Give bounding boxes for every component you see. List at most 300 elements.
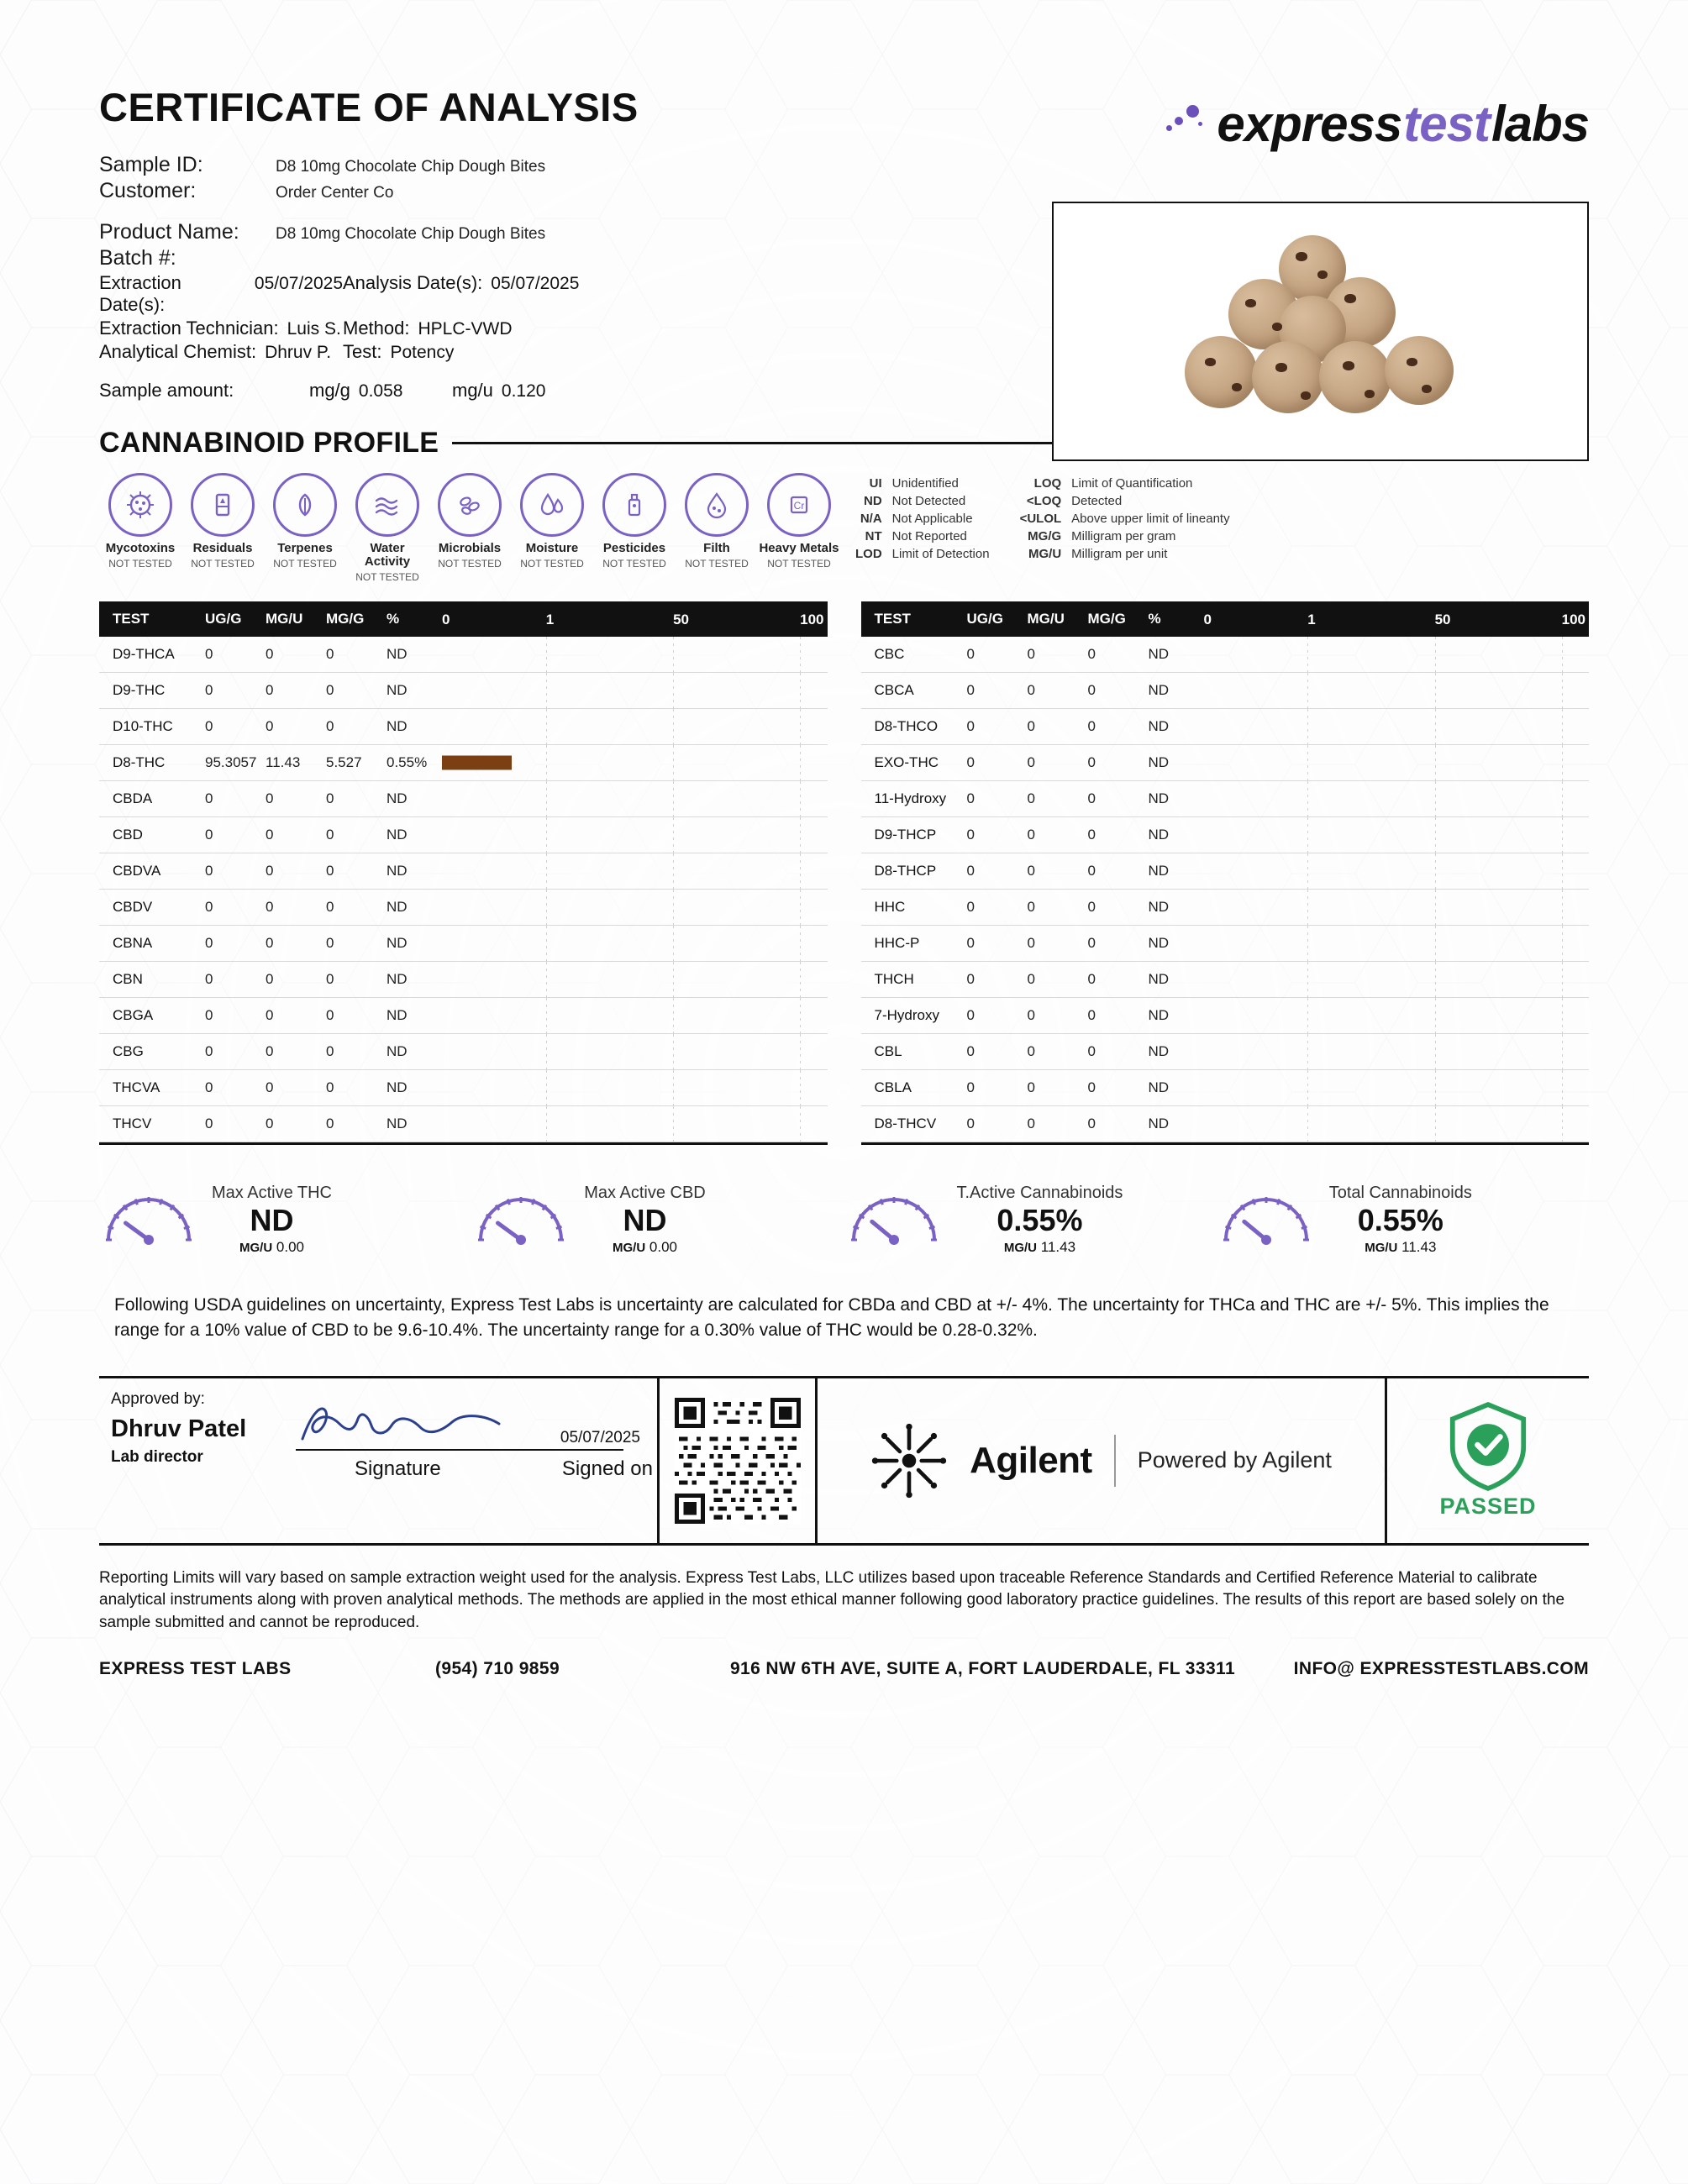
customer-row bbox=[99, 179, 1589, 203]
gauge-title: Total Cannabinoids bbox=[1328, 1183, 1472, 1202]
value-bar bbox=[442, 755, 512, 769]
cell-mgu: 0 bbox=[266, 681, 274, 698]
legend-value: Limit of Quantification bbox=[1071, 476, 1193, 491]
page-title: CERTIFICATE OF ANALYSIS bbox=[99, 85, 639, 129]
signed-on-label: Signed on bbox=[561, 1457, 653, 1480]
table-row bbox=[99, 962, 828, 998]
cell-mgu: 0 bbox=[266, 862, 274, 879]
cell-mgu: 0 bbox=[1027, 934, 1035, 951]
grid-ticks bbox=[1204, 1034, 1590, 1069]
filth-icon bbox=[685, 473, 749, 537]
axis-tick: 0 bbox=[442, 611, 450, 627]
cell-mgg: 0 bbox=[1087, 1115, 1096, 1131]
cell-mgg: 0 bbox=[1087, 970, 1096, 987]
grid-ticks bbox=[442, 962, 828, 997]
cell-test: CBLA bbox=[874, 1079, 912, 1095]
qr-code bbox=[660, 1378, 815, 1543]
grid-ticks bbox=[1204, 853, 1590, 889]
cell-test: CBDV bbox=[113, 898, 153, 915]
cell-pct: ND bbox=[1148, 1006, 1170, 1023]
cell-ugg: 0 bbox=[966, 934, 975, 951]
cell-test: D8-THCV bbox=[874, 1115, 937, 1131]
legend bbox=[855, 476, 1230, 561]
approval-band bbox=[99, 1376, 1589, 1546]
axis-tick: 0 bbox=[1203, 611, 1212, 627]
col-mgg: MG/G bbox=[326, 610, 365, 627]
cell-test: 7-Hydroxy bbox=[874, 1006, 939, 1023]
cell-bar-plot bbox=[1204, 709, 1590, 744]
express-test-labs-logo bbox=[1165, 96, 1589, 152]
cannabinoid-tables bbox=[99, 601, 1589, 1145]
cell-mgg: 0 bbox=[326, 1006, 334, 1023]
test-icon-status: NOT TESTED bbox=[602, 557, 666, 570]
col-pct: % bbox=[387, 610, 400, 627]
cell-ugg: 0 bbox=[966, 898, 975, 915]
mgu-label: mg/u bbox=[452, 380, 493, 401]
sample-id-row bbox=[99, 153, 1589, 177]
test-icon-water-activity bbox=[346, 473, 429, 583]
cell-mgu: 0 bbox=[266, 1006, 274, 1023]
table-row bbox=[861, 998, 1590, 1034]
axis-tick: 1 bbox=[545, 611, 555, 627]
cell-mgu: 0 bbox=[266, 826, 274, 843]
table-bottom-rule bbox=[99, 1142, 828, 1145]
agilent-divider bbox=[1114, 1435, 1116, 1487]
cell-ugg: 0 bbox=[966, 1115, 975, 1131]
cell-mgu: 0 bbox=[1027, 790, 1035, 806]
cell-mgu: 0 bbox=[1027, 1042, 1035, 1059]
cell-mgg: 0 bbox=[1087, 1042, 1096, 1059]
signature-label: Signature bbox=[355, 1457, 441, 1480]
cell-ugg: 0 bbox=[205, 898, 213, 915]
customer-value: Order Center Co bbox=[276, 184, 394, 202]
legend-value: Not Detected bbox=[891, 494, 966, 508]
cell-test: CBN bbox=[113, 970, 143, 987]
cell-bar-plot bbox=[442, 781, 828, 816]
table-row bbox=[861, 1070, 1590, 1106]
approved-by-label: Approved by: bbox=[111, 1389, 205, 1408]
footer-disclaimer: Reporting Limits will vary based on sample extraction weight used for the analysis. Express Test Labs, LLC utilizes based upon traceable Reference Standards and Certified Reference Material to calibrate analytical instruments along with proven analytical methods. The methods are applied in the most ethical manner following good laboratory practice guidelines. The results of this report are based solely on the sample submitted and cannot be reproduced. bbox=[99, 1568, 1565, 1631]
cell-bar-plot bbox=[442, 745, 828, 780]
cell-test: CBNA bbox=[113, 934, 153, 951]
grid-ticks bbox=[442, 817, 828, 853]
cell-mgg: 0 bbox=[326, 826, 334, 843]
legend-key: <ULOL bbox=[1019, 512, 1062, 526]
cell-pct: ND bbox=[1148, 934, 1170, 951]
table-row bbox=[99, 637, 828, 673]
residuals-icon bbox=[191, 473, 255, 537]
powered-by-agilent-label: Powered by Agilent bbox=[1137, 1447, 1332, 1473]
extraction-date-label: Extraction Date(s): bbox=[99, 272, 181, 315]
test-icon-status: NOT TESTED bbox=[520, 557, 584, 570]
cell-mgg: 0 bbox=[326, 1079, 334, 1095]
cell-test: CBC bbox=[874, 645, 905, 662]
document-header bbox=[99, 84, 1589, 150]
test-icon-label: Microbials bbox=[438, 541, 502, 555]
cell-pct: ND bbox=[1148, 970, 1170, 987]
sample-id-value: D8 10mg Chocolate Chip Dough Bites bbox=[276, 158, 546, 176]
cell-pct: ND bbox=[387, 1079, 408, 1095]
cell-pct: ND bbox=[1148, 717, 1170, 734]
logo-word-test: test bbox=[1403, 96, 1490, 152]
cell-test: CBGA bbox=[113, 1006, 154, 1023]
cell-bar-plot bbox=[1204, 637, 1590, 672]
gauge-title: T.Active Cannabinoids bbox=[956, 1183, 1123, 1202]
cell-ugg: 0 bbox=[205, 717, 213, 734]
grid-ticks bbox=[442, 637, 828, 672]
grid-ticks bbox=[442, 673, 828, 708]
cell-bar-plot bbox=[442, 1034, 828, 1069]
legend-column-right bbox=[1020, 476, 1230, 561]
cell-ugg: 0 bbox=[966, 970, 975, 987]
cell-ugg: 0 bbox=[205, 1079, 213, 1095]
cell-mgg: 0 bbox=[326, 862, 334, 879]
cell-pct: 0.55% bbox=[387, 753, 428, 770]
grid-ticks bbox=[1204, 745, 1590, 780]
table-row bbox=[861, 890, 1590, 926]
table-row bbox=[861, 709, 1590, 745]
cell-test: HHC-P bbox=[874, 934, 920, 951]
gauge-dial-icon bbox=[99, 1184, 198, 1255]
axis-tick: 50 bbox=[673, 611, 690, 627]
test-icon-pesticides bbox=[593, 473, 676, 570]
signature-image bbox=[287, 1390, 565, 1457]
test-icon-label: Mycotoxins bbox=[105, 541, 176, 555]
cell-ugg: 0 bbox=[966, 681, 975, 698]
cell-pct: ND bbox=[387, 862, 408, 879]
gauge-value: 0.55% bbox=[996, 1202, 1083, 1237]
table-row bbox=[861, 926, 1590, 962]
grid-ticks bbox=[442, 1106, 828, 1142]
cell-mgu: 11.43 bbox=[266, 753, 301, 770]
cell-mgu: 0 bbox=[266, 1115, 274, 1131]
grid-ticks bbox=[1204, 926, 1590, 961]
cell-pct: ND bbox=[1148, 1115, 1170, 1131]
grid-ticks bbox=[442, 1034, 828, 1069]
cell-mgg: 0 bbox=[1087, 753, 1096, 770]
cell-bar-plot bbox=[1204, 1070, 1590, 1105]
legend-value: Unidentified bbox=[891, 476, 959, 491]
cell-pct: ND bbox=[1148, 1079, 1170, 1095]
cell-pct: ND bbox=[1148, 1042, 1170, 1059]
shield-check-icon bbox=[1448, 1401, 1528, 1492]
cell-pct: ND bbox=[387, 970, 408, 987]
analytical-chemist-value: Dhruv P. bbox=[265, 343, 332, 362]
gauge-title: Max Active CBD bbox=[584, 1183, 706, 1202]
microbials-icon bbox=[438, 473, 502, 537]
product-value: D8 10mg Chocolate Chip Dough Bites bbox=[276, 225, 546, 243]
footer-phone[interactable]: (954) 710 9859 bbox=[435, 1659, 560, 1679]
cell-ugg: 0 bbox=[966, 645, 975, 662]
signature-line bbox=[296, 1449, 623, 1451]
legend-key: MG/G bbox=[1028, 529, 1062, 543]
gauge-value: ND bbox=[623, 1202, 667, 1237]
cell-pct: ND bbox=[387, 681, 408, 698]
test-icon-status: NOT TESTED bbox=[191, 557, 255, 570]
table-header-row bbox=[99, 601, 828, 637]
table-row bbox=[861, 853, 1590, 890]
cell-mgu: 0 bbox=[1027, 717, 1035, 734]
col-pct: % bbox=[1148, 610, 1161, 627]
cell-mgu: 0 bbox=[1027, 645, 1035, 662]
axis-tick: 100 bbox=[1561, 611, 1585, 627]
footer-company: EXPRESS TEST LABS bbox=[99, 1659, 292, 1679]
qr-code-image bbox=[675, 1398, 801, 1524]
gauge-2 bbox=[471, 1184, 844, 1256]
cell-bar-plot bbox=[442, 637, 828, 672]
legend-value: Detected bbox=[1071, 494, 1123, 508]
gauge-dial-icon bbox=[471, 1184, 571, 1255]
cell-bar-plot bbox=[442, 962, 828, 997]
test-icon-status: NOT TESTED bbox=[355, 570, 419, 583]
cell-mgg: 0 bbox=[326, 934, 334, 951]
test-icon-microbials bbox=[429, 473, 511, 570]
cell-mgg: 0 bbox=[326, 717, 334, 734]
table-row bbox=[99, 890, 828, 926]
cell-mgg: 0 bbox=[1087, 826, 1096, 843]
test-icon-label: Pesticides bbox=[602, 541, 666, 555]
cell-bar-plot bbox=[1204, 745, 1590, 780]
cell-mgg: 0 bbox=[326, 1042, 334, 1059]
batch-label: Batch #: bbox=[99, 246, 176, 270]
cell-mgu: 0 bbox=[1027, 970, 1035, 987]
pesticides-icon bbox=[602, 473, 666, 537]
summary-gauges bbox=[99, 1184, 1589, 1256]
agilent-logo-icon bbox=[870, 1422, 948, 1499]
cell-ugg: 0 bbox=[966, 753, 975, 770]
cell-bar-plot bbox=[442, 673, 828, 708]
legend-key: UI bbox=[869, 476, 882, 491]
col-mgu: MG/U bbox=[1027, 610, 1065, 627]
cell-mgu: 0 bbox=[266, 970, 274, 987]
sample-id-label: Sample ID: bbox=[99, 153, 203, 176]
cell-ugg: 0 bbox=[205, 1042, 213, 1059]
logo-dots-icon bbox=[1165, 105, 1212, 144]
cell-bar-plot bbox=[1204, 998, 1590, 1033]
cell-mgu: 0 bbox=[266, 790, 274, 806]
table-row bbox=[99, 853, 828, 890]
gauge-unit: MG/U 0.00 bbox=[239, 1239, 304, 1256]
cell-bar-plot bbox=[442, 1070, 828, 1105]
extraction-technician-label: Extraction Technician: bbox=[99, 318, 279, 339]
footer-bar bbox=[99, 1659, 1589, 1679]
cell-pct: ND bbox=[387, 898, 408, 915]
cell-mgu: 0 bbox=[266, 645, 274, 662]
grid-ticks bbox=[1204, 673, 1590, 708]
passed-label: PASSED bbox=[1439, 1494, 1537, 1520]
mgu-value: 0.120 bbox=[501, 381, 546, 401]
test-icon-status: NOT TESTED bbox=[273, 557, 337, 570]
cell-bar-plot bbox=[1204, 673, 1590, 708]
cell-mgu: 0 bbox=[1027, 1006, 1035, 1023]
legend-value: Not Applicable bbox=[891, 512, 973, 526]
grid-ticks bbox=[442, 1070, 828, 1105]
cell-bar-plot bbox=[1204, 1106, 1590, 1142]
table-row bbox=[861, 637, 1590, 673]
cell-mgu: 0 bbox=[1027, 753, 1035, 770]
table-row bbox=[861, 781, 1590, 817]
customer-label: Customer: bbox=[99, 179, 197, 202]
table-row bbox=[861, 1034, 1590, 1070]
cell-test: CBL bbox=[874, 1042, 902, 1059]
table-row bbox=[861, 673, 1590, 709]
grid-ticks bbox=[442, 998, 828, 1033]
cell-mgg: 0 bbox=[326, 681, 334, 698]
grid-ticks bbox=[442, 781, 828, 816]
legend-key: MG/U bbox=[1028, 547, 1062, 561]
product-label: Product Name: bbox=[99, 220, 239, 244]
cell-pct: ND bbox=[1148, 681, 1170, 698]
heavy-metals-icon bbox=[767, 473, 831, 537]
gauge-unit: MG/U 0.00 bbox=[612, 1239, 677, 1256]
cell-test: HHC bbox=[874, 898, 906, 915]
cell-bar-plot bbox=[1204, 890, 1590, 925]
legend-key: LOQ bbox=[1033, 476, 1062, 491]
cell-pct: ND bbox=[1148, 753, 1170, 770]
approval-section bbox=[99, 1378, 657, 1543]
cell-pct: ND bbox=[387, 1006, 408, 1023]
table-row bbox=[99, 926, 828, 962]
legend-value: Milligram per gram bbox=[1071, 529, 1176, 543]
cell-mgu: 0 bbox=[266, 898, 274, 915]
cell-pct: ND bbox=[387, 826, 408, 843]
moisture-icon bbox=[520, 473, 584, 537]
cell-pct: ND bbox=[1148, 826, 1170, 843]
uncertainty-statement: Following USDA guidelines on uncertainty, Express Test Labs is uncertainty are calculated for CBDa and CBD at +/- 4%. The uncertainty for THCa and THC are +/- 5%. This implies the range for a 10% value of CBD to be 9.6-10.4%. The uncertainty range for a 0.30% value of THC would be 0.28-0.32%. bbox=[114, 1294, 1549, 1341]
cell-test: 11-Hydroxy bbox=[874, 790, 947, 806]
cell-mgu: 0 bbox=[1027, 898, 1035, 915]
legend-key: N/A bbox=[860, 512, 882, 526]
axis-tick: 50 bbox=[1434, 611, 1451, 627]
cell-mgu: 0 bbox=[1027, 862, 1035, 879]
agilent-section bbox=[818, 1378, 1385, 1543]
cannabinoid-table-right bbox=[861, 601, 1590, 1145]
gauge-dial-icon bbox=[1217, 1184, 1316, 1255]
cell-bar-plot bbox=[442, 709, 828, 744]
table-row bbox=[861, 817, 1590, 853]
test-icon-terpenes bbox=[264, 473, 346, 570]
cell-mgu: 0 bbox=[1027, 826, 1035, 843]
cell-test: CBG bbox=[113, 1042, 144, 1059]
test-icon-label: Terpenes bbox=[277, 541, 333, 555]
test-icon-label: Filth bbox=[703, 541, 730, 555]
test-icon-filth bbox=[676, 473, 758, 570]
test-icon-heavy-metals bbox=[758, 473, 840, 570]
cell-mgu: 0 bbox=[266, 1042, 274, 1059]
cell-mgg: 0 bbox=[326, 790, 334, 806]
table-row bbox=[99, 817, 828, 853]
grid-ticks bbox=[442, 853, 828, 889]
test-icon-status: NOT TESTED bbox=[438, 557, 502, 570]
table-row bbox=[99, 673, 828, 709]
cell-ugg: 0 bbox=[966, 826, 975, 843]
logo-word-express: express bbox=[1217, 96, 1402, 152]
footer-email[interactable]: INFO@ EXPRESSTESTLABS.COM bbox=[1293, 1659, 1589, 1679]
legend-value: Not Reported bbox=[891, 529, 967, 543]
mgg-value: 0.058 bbox=[358, 381, 403, 401]
analytical-chemist-label: Analytical Chemist: bbox=[99, 341, 257, 362]
legend-value: Above upper limit of lineanty bbox=[1071, 512, 1230, 526]
cell-ugg: 0 bbox=[966, 717, 975, 734]
cell-test: D8-THCP bbox=[874, 862, 937, 879]
test-icon-status: NOT TESTED bbox=[767, 557, 831, 570]
grid-ticks bbox=[1204, 1106, 1590, 1142]
cell-mgu: 0 bbox=[1027, 1079, 1035, 1095]
cell-ugg: 0 bbox=[205, 790, 213, 806]
cell-ugg: 0 bbox=[205, 826, 213, 843]
cell-mgg: 5.527 bbox=[326, 753, 362, 770]
grid-ticks bbox=[442, 926, 828, 961]
cell-mgg: 0 bbox=[1087, 645, 1096, 662]
grid-ticks bbox=[1204, 1070, 1590, 1105]
grid-ticks bbox=[1204, 890, 1590, 925]
cell-ugg: 0 bbox=[966, 1079, 975, 1095]
test-icon-mycotoxins bbox=[99, 473, 181, 570]
terpenes-icon bbox=[273, 473, 337, 537]
mycotoxins-icon bbox=[108, 473, 172, 537]
table-bottom-rule bbox=[861, 1142, 1590, 1145]
cell-bar-plot bbox=[1204, 781, 1590, 816]
product-image bbox=[1052, 202, 1589, 461]
legend-value: Milligram per unit bbox=[1071, 547, 1168, 561]
test-icon-moisture bbox=[511, 473, 593, 570]
cell-test: D9-THCA bbox=[113, 645, 175, 662]
cell-ugg: 0 bbox=[966, 790, 975, 806]
cell-pct: ND bbox=[1148, 898, 1170, 915]
cell-ugg: 0 bbox=[205, 970, 213, 987]
cell-pct: ND bbox=[387, 1042, 408, 1059]
cell-ugg: 0 bbox=[205, 645, 213, 662]
legend-key: ND bbox=[864, 494, 882, 508]
table-row bbox=[99, 1070, 828, 1106]
lab-director-name: Dhruv Patel bbox=[111, 1415, 247, 1442]
cell-pct: ND bbox=[387, 1115, 408, 1131]
cell-bar-plot bbox=[1204, 817, 1590, 853]
cell-test: CBCA bbox=[874, 681, 914, 698]
grid-ticks bbox=[1204, 709, 1590, 744]
cell-mgg: 0 bbox=[1087, 681, 1096, 698]
method-label: Method: bbox=[343, 318, 410, 339]
sample-metadata bbox=[99, 153, 1589, 402]
extraction-date-value: 05/07/2025 bbox=[254, 274, 343, 293]
agilent-name: Agilent bbox=[970, 1439, 1092, 1481]
table-row bbox=[861, 962, 1590, 998]
cell-mgg: 0 bbox=[326, 1115, 334, 1131]
gauge-value: 0.55% bbox=[1357, 1202, 1443, 1237]
col-test: TEST bbox=[113, 610, 150, 627]
cell-bar-plot bbox=[442, 1106, 828, 1142]
axis-tick: 100 bbox=[800, 611, 824, 627]
lab-director-role: Lab director bbox=[111, 1447, 203, 1466]
cell-mgg: 0 bbox=[326, 970, 334, 987]
cell-test: CBDVA bbox=[113, 862, 161, 879]
cell-mgu: 0 bbox=[266, 717, 274, 734]
cell-test: D8-THCO bbox=[874, 717, 939, 734]
col-test: TEST bbox=[874, 610, 911, 627]
signed-date: 05/07/2025 bbox=[560, 1428, 640, 1446]
cell-test: EXO-THC bbox=[874, 753, 939, 770]
cell-mgg: 0 bbox=[1087, 717, 1096, 734]
cell-pct: ND bbox=[387, 645, 408, 662]
gauge-3 bbox=[844, 1184, 1217, 1256]
grid-ticks bbox=[1204, 637, 1590, 672]
test-icon-label: Water Activity bbox=[364, 541, 411, 569]
table-row bbox=[861, 745, 1590, 781]
grid-ticks bbox=[1204, 781, 1590, 816]
test-icon-label: Heavy Metals bbox=[759, 541, 839, 555]
table-row bbox=[99, 781, 828, 817]
legend-key: NT bbox=[865, 529, 882, 543]
